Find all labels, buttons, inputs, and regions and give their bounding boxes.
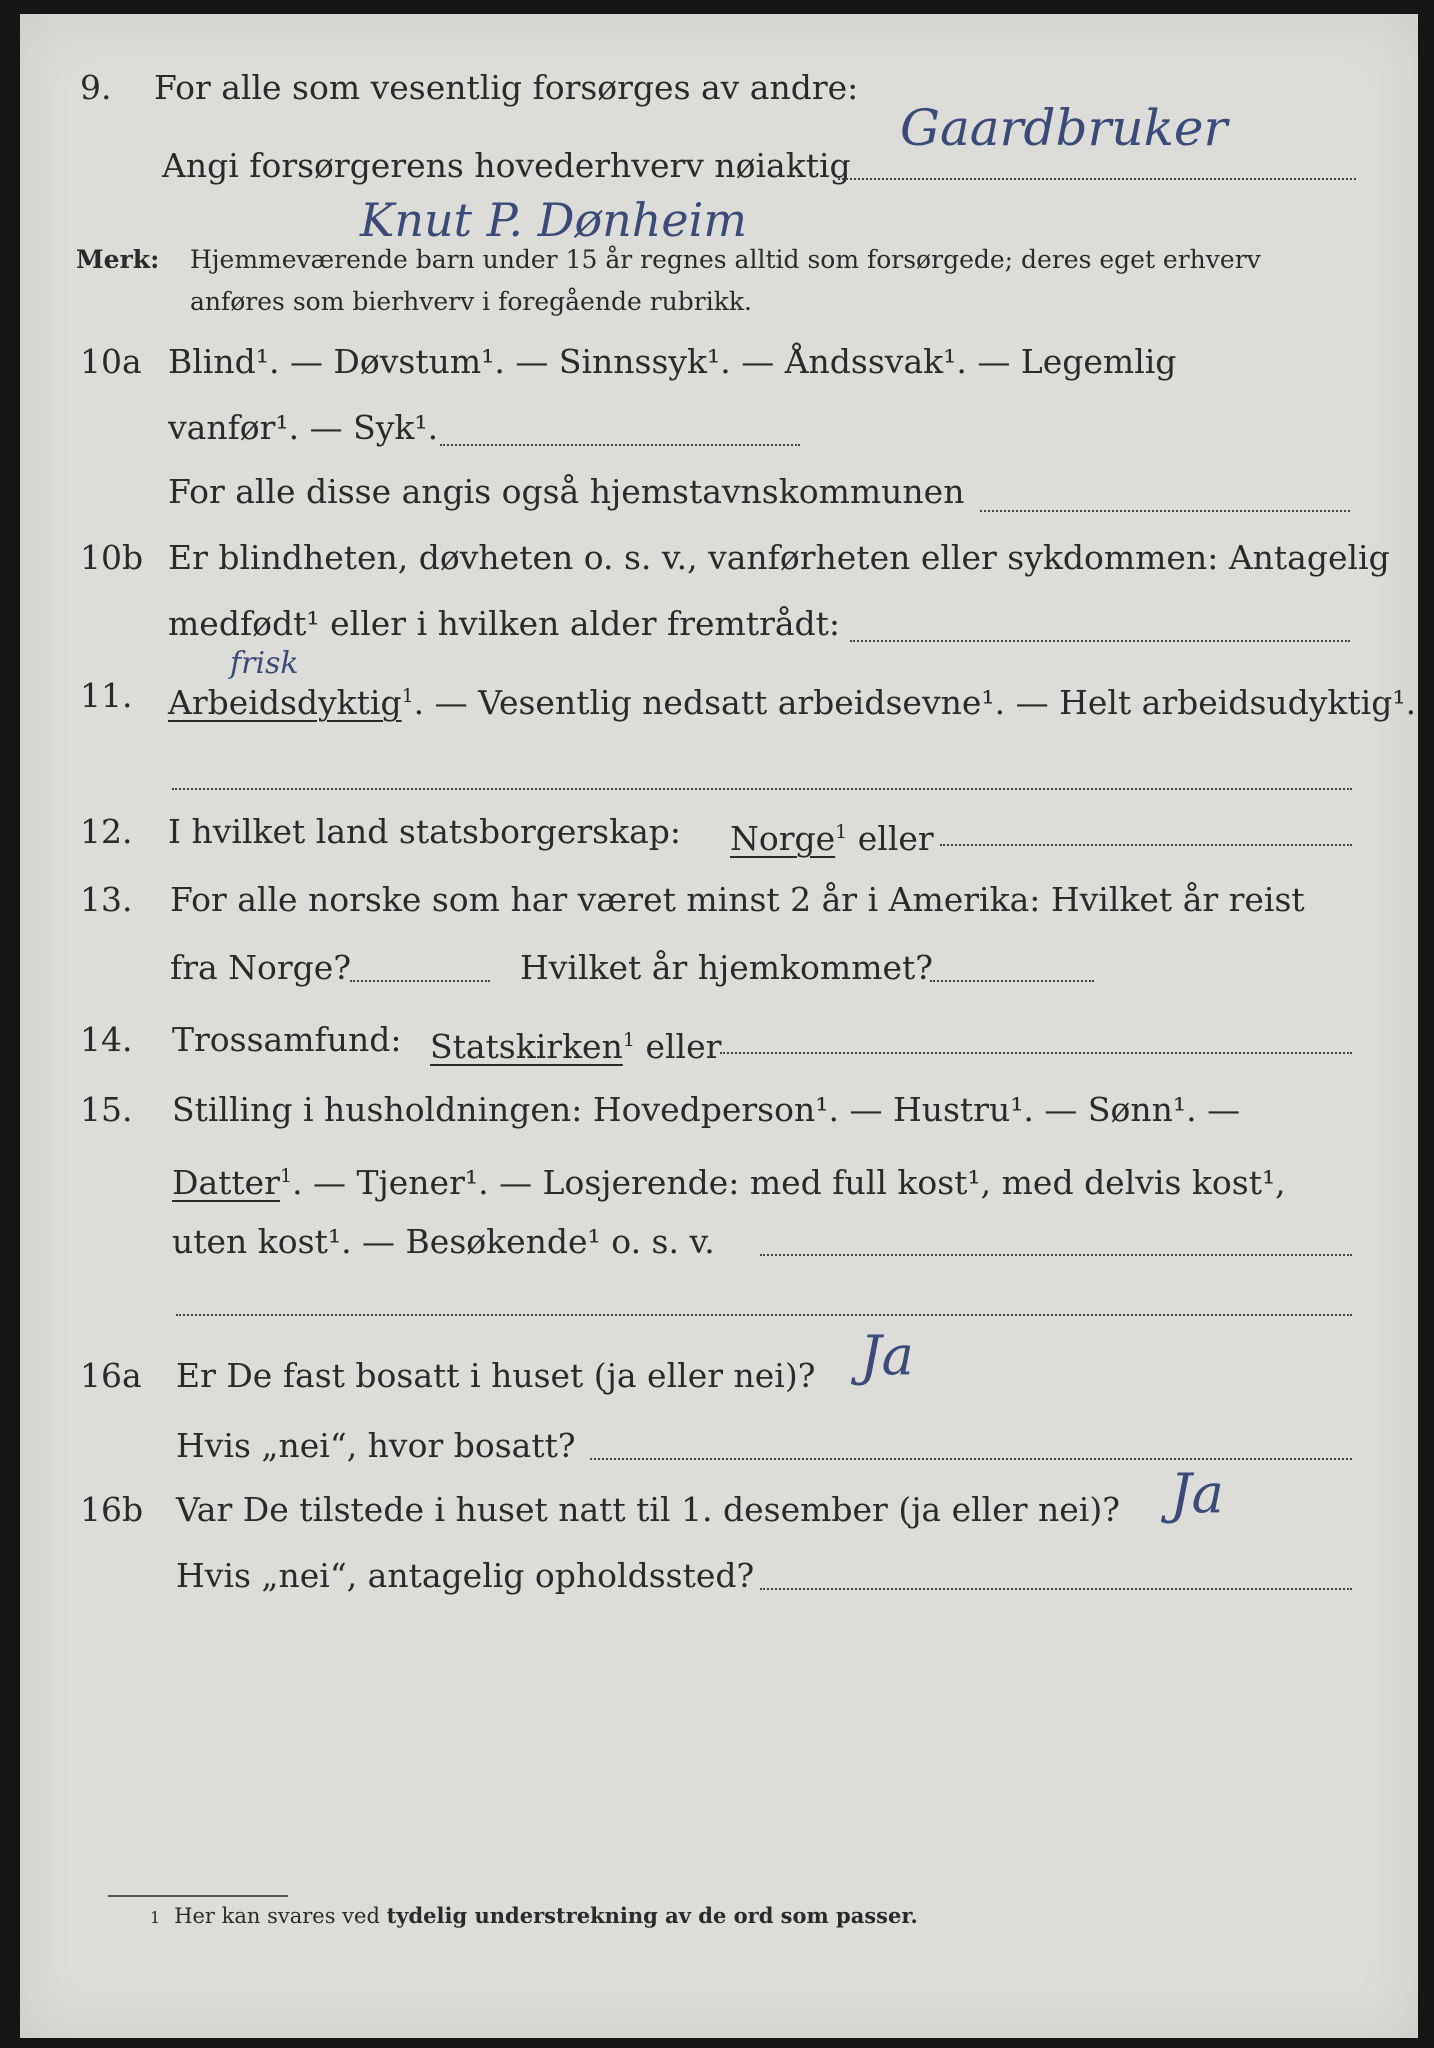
answer-line xyxy=(930,980,1094,982)
answer-line xyxy=(760,1588,1352,1590)
footnote-bold-text: tydelig understrekning av de ord som passer. xyxy=(386,1903,918,1928)
answer-line xyxy=(720,1052,1352,1054)
answer-line xyxy=(440,444,800,446)
question-text: Hvis „nei“, antagelig opholdssted? xyxy=(176,1556,755,1595)
question-number: 12. xyxy=(80,812,133,851)
question-number: 10a xyxy=(80,342,142,381)
footnote-mark: 1 xyxy=(150,1908,161,1927)
question-text: Trossamfund: xyxy=(172,1020,402,1059)
question-text: Hvis „nei“, hvor bosatt? xyxy=(176,1426,576,1465)
answer-line xyxy=(172,788,1352,790)
handwritten-answer: Knut P. Dønheim xyxy=(360,193,747,247)
answer-line xyxy=(350,980,490,982)
answer-line xyxy=(980,510,1350,512)
answer-line xyxy=(590,1458,1352,1460)
question-number: 14. xyxy=(80,1020,133,1059)
question-text: uten kost¹. — Besøkende¹ o. s. v. xyxy=(172,1222,715,1261)
question-text: Stilling i husholdningen: Hovedperson¹. — Hustru¹. — Sønn¹. — xyxy=(172,1090,1241,1129)
question-number: 9. xyxy=(80,68,112,107)
question-number: 15. xyxy=(80,1090,133,1129)
question-number: 13. xyxy=(80,880,133,919)
question-text: fra Norge? xyxy=(170,948,352,987)
note-label: Merk: xyxy=(76,245,160,274)
question-options: Norge$^1$ eller xyxy=(730,819,934,858)
handwritten-answer: Ja xyxy=(1170,1462,1224,1525)
handwritten-answer: Gaardbruker xyxy=(900,99,1228,157)
question-text: Var De tilstede i huset natt til 1. desember (ja eller nei)? xyxy=(176,1490,1120,1529)
answer-line xyxy=(940,844,1352,846)
question-text: Hvilket år hjemkommet? xyxy=(520,948,933,987)
answer-line xyxy=(760,1254,1352,1256)
question-number: 16b xyxy=(80,1490,144,1529)
question-number: 10b xyxy=(80,538,144,577)
question-text: Er blindheten, døvheten o. s. v., vanførheten eller sykdommen: Antagelig xyxy=(168,538,1390,577)
question-options: Arbeidsdyktig$^1$. — Vesentlig nedsatt arbeidsevne¹. — Helt arbeidsudyktig¹. xyxy=(168,683,1417,722)
answer-line xyxy=(838,178,1356,180)
selected-option: Arbeidsdyktig xyxy=(168,683,402,722)
question-text: Angi forsørgerens hovederhverv nøiaktig xyxy=(162,146,851,185)
question-text: Er De fast bosatt i huset (ja eller nei)? xyxy=(176,1356,816,1395)
question-text: Blind¹. — Døvstum¹. — Sinnssyk¹. — Åndssvak¹. — Legemlig xyxy=(168,342,1177,381)
handwritten-note: frisk xyxy=(230,646,299,681)
footnote xyxy=(150,1903,918,1928)
note-text: anføres som bierhverv i foregående rubrikk. xyxy=(190,287,752,316)
question-text: For alle disse angis også hjemstavnskommunen xyxy=(168,472,965,511)
census-form-page xyxy=(20,14,1418,2038)
question-options: Datter$^1$. — Tjener¹. — Losjerende: med full kost¹, med delvis kost¹, xyxy=(172,1163,1286,1202)
answer-line xyxy=(850,640,1350,642)
note-text: Hjemmeværende barn under 15 år regnes alltid som forsørgede; deres eget erhverv xyxy=(190,245,1261,274)
question-options: Statskirken$^1$ eller xyxy=(430,1027,722,1066)
selected-option: Norge xyxy=(730,819,836,858)
question-text: For alle norske som har været minst 2 år i Amerika: Hvilket år reist xyxy=(170,880,1305,919)
question-text: For alle som vesentlig forsørges av andre: xyxy=(154,68,859,107)
question-number: 11. xyxy=(80,676,133,715)
question-text: I hvilket land statsborgerskap: xyxy=(168,812,682,851)
footnote-divider xyxy=(108,1895,288,1897)
question-number: 16a xyxy=(80,1356,142,1395)
footnote-text: Her kan svares ved xyxy=(174,1904,380,1928)
question-text: medfødt¹ eller i hvilken alder fremtrådt: xyxy=(168,604,841,643)
answer-line xyxy=(176,1314,1352,1316)
handwritten-answer: Ja xyxy=(860,1324,914,1387)
selected-option: Datter xyxy=(172,1163,280,1202)
selected-option: Statskirken xyxy=(430,1027,623,1066)
question-text: vanfør¹. — Syk¹. xyxy=(168,408,439,447)
